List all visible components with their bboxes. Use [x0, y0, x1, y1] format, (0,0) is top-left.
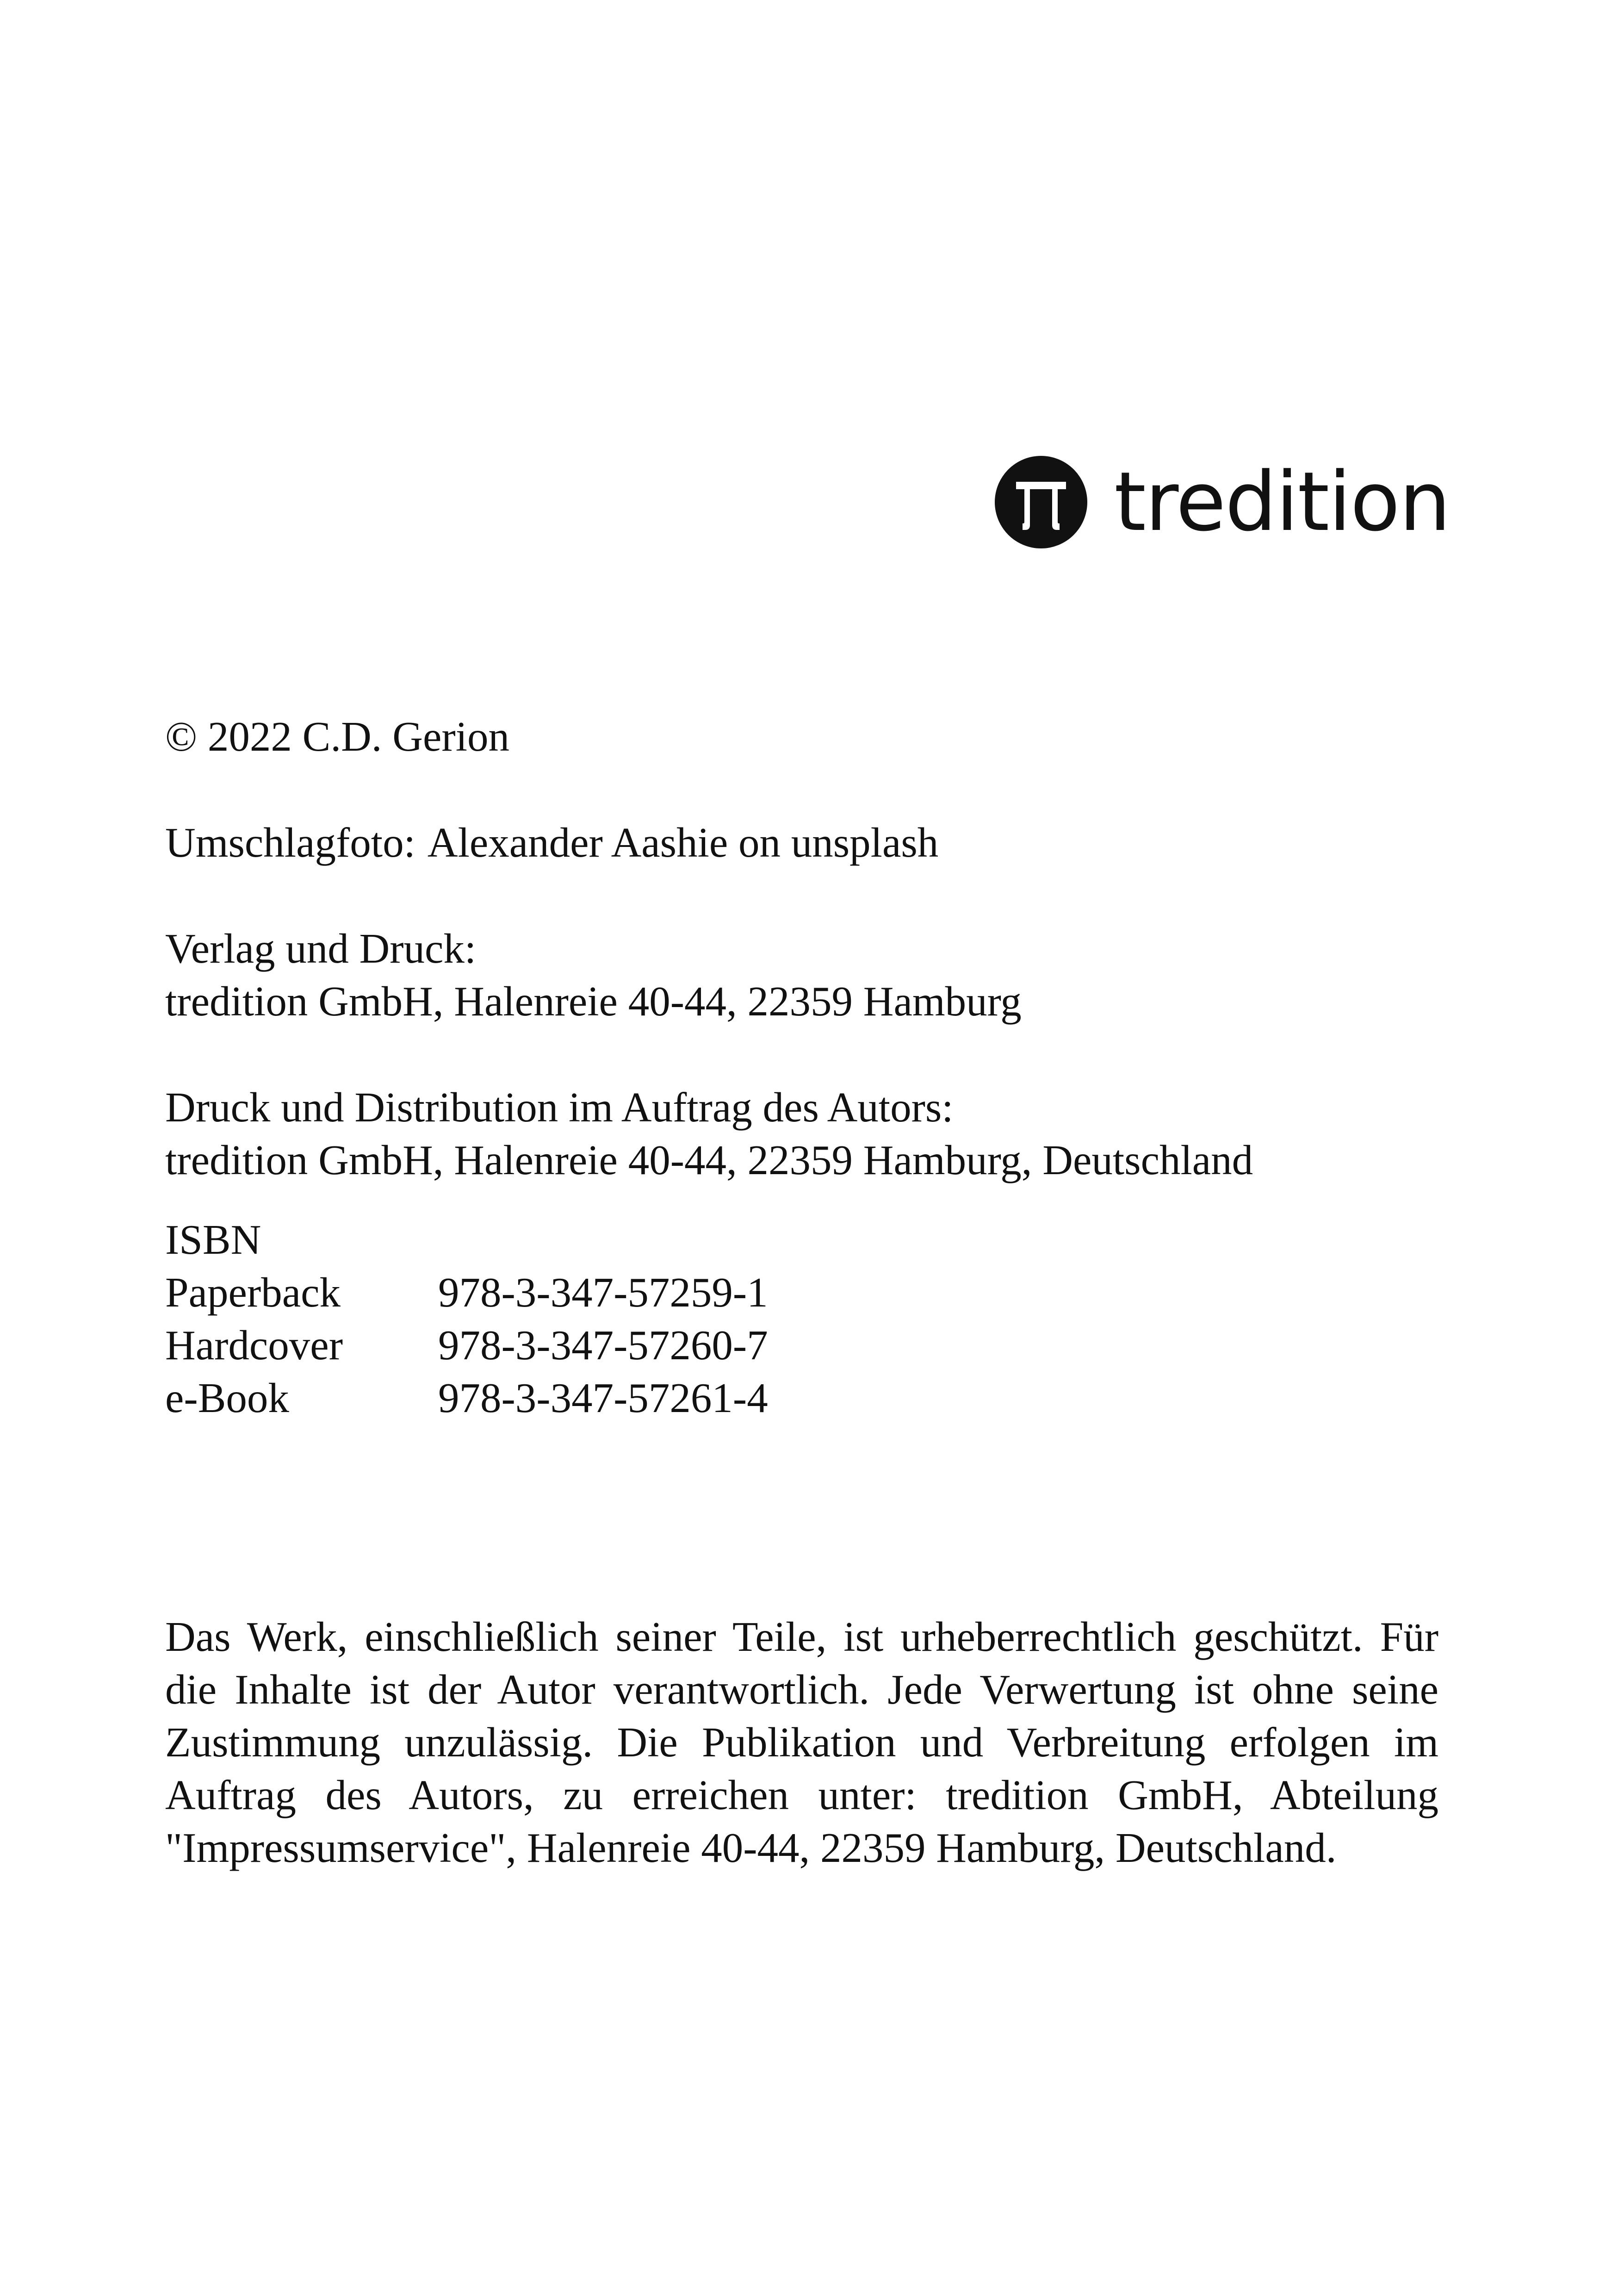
publisher-logo [995, 454, 1450, 551]
isbn-format: Paperback [165, 1269, 341, 1316]
isbn-heading: ISBN [165, 1216, 261, 1263]
cover-photo-credit [165, 816, 1438, 869]
cover-photo-value: Alexander Aashie on unsplash [427, 819, 939, 866]
publisher-heading: Verlag und Druck: [165, 925, 477, 972]
isbn-format: e-Book [165, 1375, 289, 1421]
tredition-logo-icon [995, 456, 1087, 548]
legal-notice: Das Werk, einschließlich seiner Teile, ist urheberrechtlich geschützt. Für die Inhalte ist der Autor verantwortlich. Jede Verwertung ist ohne seine Zustimmung unzulässig. Die Publikation und Verbreitung erfolgen im Auftrag des Autors, zu erreichen unter: tredition GmbH, Abteilung "Impressumservice", Halenreie 40-44, 22359 Hamburg, Deutschland. [165, 1613, 1438, 1871]
publisher-info [165, 922, 1438, 1028]
publisher-address: tredition GmbH, Halenreie 40-44, 22359 Hamburg [165, 978, 1022, 1025]
isbn-row [165, 1319, 1438, 1372]
isbn-row [165, 1266, 1438, 1319]
distribution-heading: Druck und Distribution im Auftrag des Autors: [165, 1084, 954, 1131]
distribution-address: tredition GmbH, Halenreie 40-44, 22359 Hamburg, Deutschland [165, 1137, 1253, 1183]
copyright-line: © 2022 C.D. Gerion [165, 713, 509, 760]
isbn-number: 978-3-347-57260-7 [438, 1322, 768, 1369]
cover-photo-label: Umschlagfoto: [165, 819, 415, 866]
isbn-number: 978-3-347-57261-4 [438, 1375, 768, 1421]
isbn-number: 978-3-347-57259-1 [438, 1269, 768, 1316]
isbn-row [165, 1372, 1438, 1425]
isbn-section [165, 1213, 1438, 1425]
isbn-format: Hardcover [165, 1322, 343, 1369]
logo-wordmark: tredition [1114, 454, 1450, 549]
distribution-info [165, 1081, 1438, 1187]
